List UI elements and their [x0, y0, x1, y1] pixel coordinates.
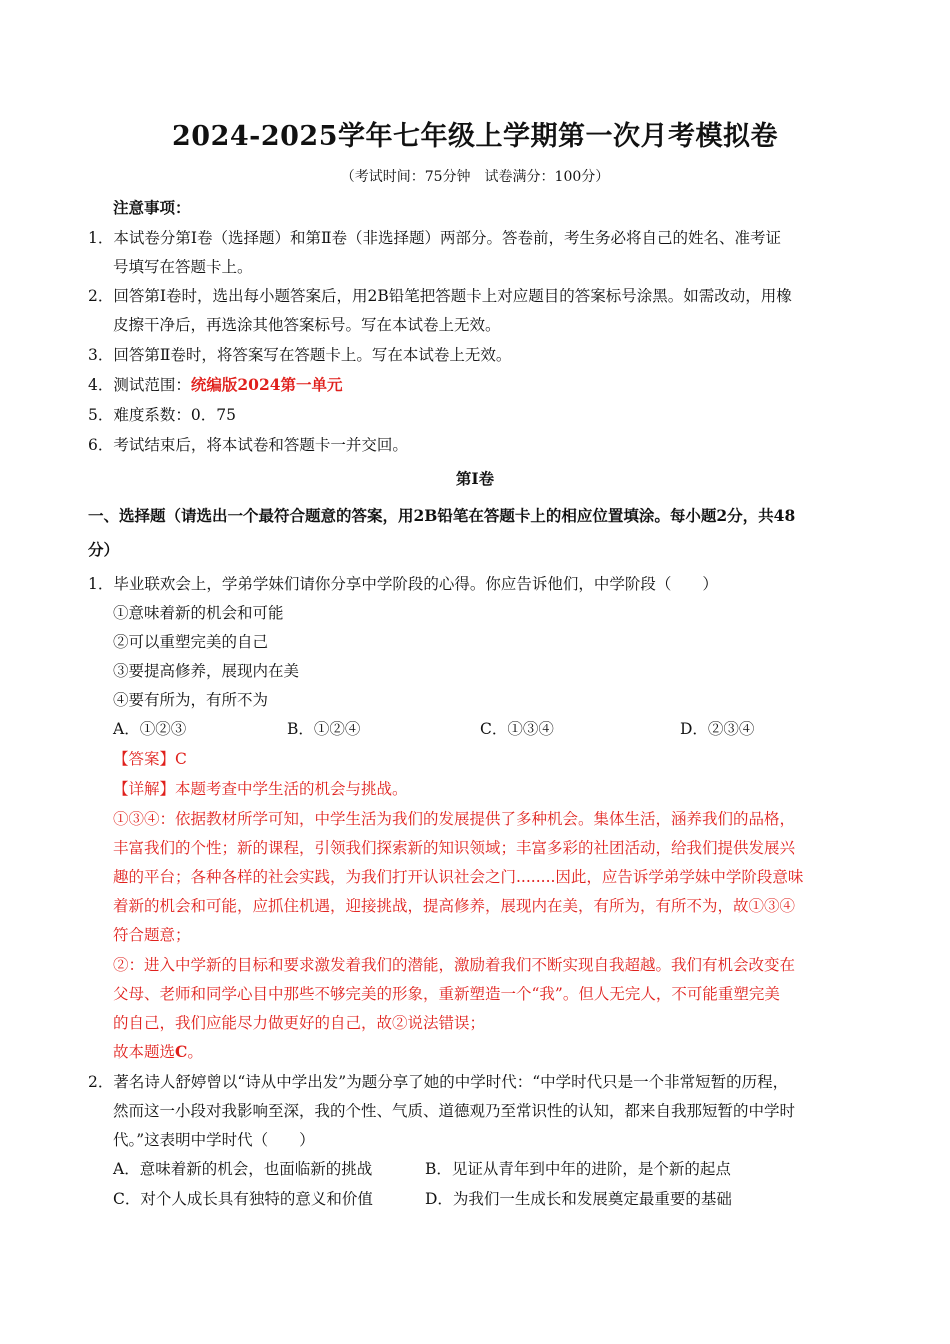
q1-option-a: A．①②③: [113, 720, 187, 738]
note-text: 考试结束后，将本试卷和答题卡一并交回。: [113, 436, 408, 454]
notes-heading: 注意事项：: [113, 198, 191, 217]
q1-option-c: C．①③④: [480, 720, 554, 738]
q1-explain-line-2: 丰富我们的个性；新的课程，引领我们探索新的知识领域；丰富多彩的社团活动，给我们提供发展兴: [113, 839, 796, 857]
q1-explain-line-7: 父母、老师和同学心目中那些不够完美的形象，重新塑造一个“我”。但人无完人，不可能重塑完美: [113, 985, 780, 1003]
q1-answer: 【答案】C: [113, 750, 187, 768]
question-2-stem: [88, 1072, 788, 1092]
section-heading-cont: 分）: [88, 540, 120, 559]
analysis-tag: 【详解】: [113, 780, 176, 798]
q1-statement-1: ①意味着新的机会和可能: [113, 604, 284, 622]
exam-title: 2024-2025学年七年级上学期第一次月考模拟卷: [172, 121, 778, 152]
q2-option-b: B．见证从青年到中年的进阶，是个新的起点: [425, 1160, 731, 1178]
note-text: 回答第Ⅰ卷时，选出每小题答案后，用2B铅笔把答题卡上对应题目的答案标号涂黑。如需改动，用橡: [113, 287, 792, 305]
question-1-stem: [88, 574, 718, 594]
analysis-text: 本题考查中学生活的机会与挑战。: [175, 780, 408, 798]
note-item-3: [88, 345, 511, 365]
conclusion-suffix: 。: [187, 1043, 203, 1061]
exam-subtitle: （考试时间：75分钟 试卷满分：100分）: [340, 169, 610, 185]
q2-option-d: D．为我们一生成长和发展奠定最重要的基础: [425, 1190, 732, 1208]
note-item-2-cont: 皮擦干净后，再选涂其他答案标号。写在本试卷上无效。: [113, 316, 501, 334]
note-text: 测试范围：: [113, 376, 191, 394]
q1-option-b: B．①②④: [287, 720, 361, 738]
note-text: 本试卷分第Ⅰ卷（选择题）和第Ⅱ卷（非选择题）两部分。答卷前，考生务必将自己的姓名、准考证: [113, 229, 782, 247]
question-number: 1．: [88, 575, 114, 593]
note-item-1-cont: 号填写在答题卡上。: [113, 258, 253, 276]
q1-statement-2: ②可以重塑完美的自己: [113, 633, 269, 651]
q1-option-d: D．②③④: [680, 720, 755, 738]
note-item-5: [88, 405, 236, 425]
q2-option-c: C．对个人成长具有独特的意义和价值: [113, 1190, 373, 1208]
q1-statement-4: ④要有所为，有所不为: [113, 691, 269, 709]
note-number: 1．: [88, 229, 114, 247]
q1-explain-line-3: 趣的平台；各种各样的社会实践，为我们打开认识社会之门........因此，应告诉学弟学妹中学阶段意味: [113, 868, 804, 886]
conclusion-letter: C: [175, 1042, 188, 1061]
note-number: 3．: [88, 346, 114, 364]
note-number: 4．: [88, 376, 114, 394]
question-text: 著名诗人舒婷曾以“诗从中学出发”为题分享了她的中学时代：“中学时代只是一个非常短暂的历程，: [113, 1073, 789, 1091]
question-number: 2．: [88, 1073, 114, 1091]
part-title: 第Ⅰ卷: [455, 469, 495, 488]
q1-conclusion: [113, 1042, 203, 1062]
q2-stem-cont-1: 然而这一小段对我影响至深，我的个性、气质、道德观乃至常识性的认知，都来自我那短暂的中学时: [113, 1102, 796, 1120]
conclusion-text: 故本题选: [113, 1043, 176, 1061]
note-number: 5．: [88, 406, 114, 424]
note-item-1: [88, 228, 781, 248]
q1-explain-line-8: 的自己，我们应能尽力做更好的自己，故②说法错误；: [113, 1014, 486, 1032]
note-item-4: [88, 375, 343, 395]
note-item-2: [88, 286, 792, 306]
question-text: 毕业联欢会上，学弟学妹们请你分享中学阶段的心得。你应告诉他们，中学阶段（ ）: [113, 575, 718, 593]
q1-statement-3: ③要提高修养，展现内在美: [113, 662, 300, 680]
q1-explain-line-5: 符合题意；: [113, 926, 191, 944]
note-text: 难度系数：0．75: [113, 406, 236, 424]
note-number: 2．: [88, 287, 114, 305]
q2-stem-cont-2: 代。”这表明中学时代（ ）: [113, 1131, 315, 1149]
q1-analysis: [113, 779, 408, 799]
note-text: 回答第Ⅱ卷时，将答案写在答题卡上。写在本试卷上无效。: [113, 346, 512, 364]
q1-explain-line-6: ②：进入中学新的目标和要求激发着我们的潜能，激励着我们不断实现自我超越。我们有机会改变在: [113, 956, 796, 974]
note-number: 6．: [88, 436, 114, 454]
q2-option-a: A．意味着新的机会，也面临新的挑战: [113, 1160, 373, 1178]
test-scope-highlight: 统编版2024第一单元: [190, 375, 343, 394]
q1-explain-line-4: 着新的机会和可能，应抓住机遇，迎接挑战，提高修养，展现内在美，有所为，有所不为，故①③④: [113, 897, 796, 915]
q1-explain-line-1: ①③④：依据教材所学可知，中学生活为我们的发展提供了多种机会。集体生活，涵养我们的品格，: [113, 810, 796, 828]
section-heading: 一、选择题（请选出一个最符合题意的答案，用2B铅笔在答题卡上的相应位置填涂。每小题2分，共48: [88, 506, 796, 525]
note-item-6: [88, 435, 408, 455]
